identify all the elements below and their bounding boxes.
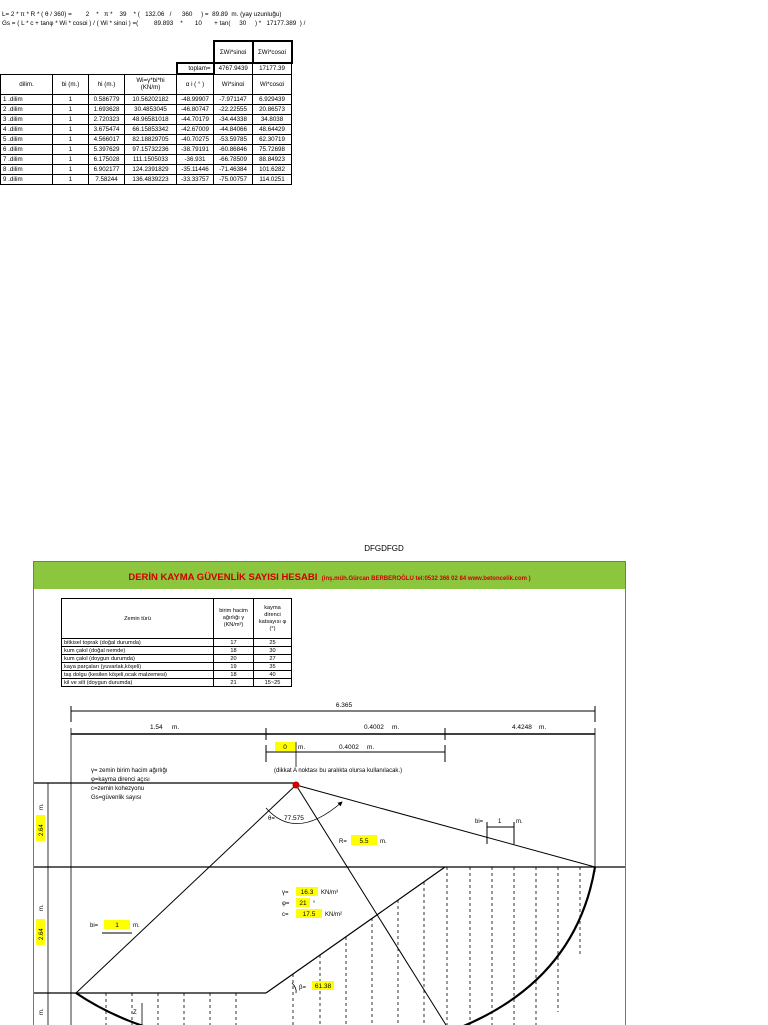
safety-factor-formula: Gs = ( L * c + tanφ * Wi * cosαi ) / ( Wi * sinαi ) =( 89.893 * 10 + tan( 30 ) * 17177.389 ) / xyxy=(2,20,306,27)
table-cell: 124.2391829 xyxy=(125,164,177,174)
soil-cell: 25 xyxy=(254,639,292,647)
table-cell: 10.56202182 xyxy=(125,94,177,104)
soil-cell: 27 xyxy=(254,655,292,663)
soil-cell: kum çakıl (doygun durumda) xyxy=(62,655,214,663)
beta-value: 61.38 xyxy=(314,983,332,990)
top-height-unit: m. xyxy=(39,803,45,810)
soil-cell: 18 xyxy=(214,671,254,679)
table-row xyxy=(1,144,292,154)
top-height-value: 2.64 xyxy=(39,824,45,836)
gamma-label: γ= xyxy=(282,890,289,896)
failure-arc-left xyxy=(76,993,214,1025)
table-cell: 1 xyxy=(53,94,89,104)
soil-header-gamma: birim hacim ağırlığı γ (KN/m³) xyxy=(214,599,254,639)
gamma-unit: KN/m³ xyxy=(321,890,338,896)
table-cell: 5.397629 xyxy=(89,144,125,154)
theta-arc xyxy=(266,802,342,824)
soil-cell: kum çakıl (doğal nemde) xyxy=(62,647,214,655)
slice-width-label-right: bi= xyxy=(475,819,484,825)
legend-c: c=zemin kohezyonu xyxy=(91,786,145,792)
gamma-value: 16.3 xyxy=(300,889,314,896)
table-row xyxy=(1,154,292,164)
failure-arc-right xyxy=(434,867,595,1025)
table-cell: 48.96581018 xyxy=(125,114,177,124)
table-cell: 101.6282 xyxy=(253,164,292,174)
table-cell: -35.11446 xyxy=(177,164,214,174)
table-cell: 6.902177 xyxy=(89,164,125,174)
table-cell: 48.64429 xyxy=(253,124,292,134)
table-cell: 75.72698 xyxy=(253,144,292,154)
table-cell: -44.84066 xyxy=(214,124,253,134)
soil-cell: 19 xyxy=(214,663,254,671)
slope-stability-panel xyxy=(33,561,626,1025)
table-cell: 1 xyxy=(53,154,89,164)
soil-cell: 17 xyxy=(214,639,254,647)
table-cell: 7 .dilim xyxy=(1,154,53,164)
mid-height-unit: m. xyxy=(39,904,45,911)
c-unit: KN/m² xyxy=(325,912,342,918)
slice-calculation-table xyxy=(0,40,293,185)
soil-cell: 35 xyxy=(254,663,292,671)
table-cell: 2 .dilim xyxy=(1,104,53,114)
soil-cell: 20 xyxy=(214,655,254,663)
bottom-height-unit: m. xyxy=(39,1008,45,1015)
slope-diagram xyxy=(34,562,625,1025)
table-cell: 20.86573 xyxy=(253,104,292,114)
table-cell: -33.33757 xyxy=(177,174,214,184)
table-cell: 2.720323 xyxy=(89,114,125,124)
legend-phi: φ=kayma direnci açısı xyxy=(91,777,150,783)
table-cell: 6.175028 xyxy=(89,154,125,164)
table-cell: -44.70179 xyxy=(177,114,214,124)
soil-cell: 40 xyxy=(254,671,292,679)
table-cell: -38.79191 xyxy=(177,144,214,154)
arc-length-formula: L= 2 * π * R * ( θ / 360) = 2 * π * 39 * ( 132.06 / 360 ) = 89.89 m. (yay uzunluğu) xyxy=(2,11,282,18)
table-cell: -34.44338 xyxy=(214,114,253,124)
table-cell: 1 xyxy=(53,144,89,154)
beta-label: β= xyxy=(299,985,306,991)
legend-gamma: γ= zemin birim hacim ağırlığı xyxy=(91,768,168,774)
banner-title: DERİN KAYMA GÜVENLİK SAYISI HESABI xyxy=(128,572,318,583)
table-cell: 4.566017 xyxy=(89,134,125,144)
column-header: hi (m.) xyxy=(89,74,125,94)
offset-dim-unit: m. xyxy=(367,744,375,751)
soil-cell: kaya parçaları (yuvarlak,köşeli) xyxy=(62,663,214,671)
table-cell: -7.971147 xyxy=(214,94,253,104)
left-radius-line xyxy=(76,785,296,993)
soil-cell: 30 xyxy=(254,647,292,655)
legend-gs: Gs=güvenlik sayısı xyxy=(91,795,142,801)
table-cell: 136.4839223 xyxy=(125,174,177,184)
soil-cell: 21 xyxy=(214,679,254,687)
column-header: α i ( ° ) xyxy=(177,74,214,94)
theta-label: θ= xyxy=(268,816,275,822)
slice-width-unit-right: m. xyxy=(516,819,523,825)
table-cell: 3 .dilim xyxy=(1,114,53,124)
radius-label: R= xyxy=(339,839,347,845)
table-cell: 88.84923 xyxy=(253,154,292,164)
table-cell: 1 .dilim xyxy=(1,94,53,104)
phi-label: φ= xyxy=(282,901,290,907)
table-cell: 6 .dilim xyxy=(1,144,53,154)
table-cell: -75.00757 xyxy=(214,174,253,184)
offset-unit: m. xyxy=(298,744,306,751)
phi-unit: ° xyxy=(313,901,316,907)
table-cell: -53.59785 xyxy=(214,134,253,144)
table-cell: -66.78509 xyxy=(214,154,253,164)
slice-width-value-left: 1 xyxy=(115,922,119,929)
table-row xyxy=(1,174,292,184)
right-segment-value: 4.4248 xyxy=(512,724,532,731)
column-header: Wi*cosαi xyxy=(253,74,292,94)
table-cell: 4 .dilim xyxy=(1,124,53,134)
table-row xyxy=(1,104,292,114)
theta-value: 77.575 xyxy=(284,815,304,822)
left-segment-unit: m. xyxy=(172,724,180,731)
total-width-label: 6.365 xyxy=(335,702,353,709)
table-row xyxy=(1,134,292,144)
table-cell: -42.67009 xyxy=(177,124,214,134)
mid-segment-unit: m. xyxy=(392,724,400,731)
radius-value: 5.5 xyxy=(359,838,369,845)
table-cell: 1 xyxy=(53,124,89,134)
column-header: Wi*sinαi xyxy=(214,74,253,94)
sheet-title: DFGDFGD xyxy=(364,544,404,553)
table-cell: 114.0251 xyxy=(253,174,292,184)
table-cell: 7.58244 xyxy=(89,174,125,184)
center-point-a xyxy=(293,782,300,789)
offset-value: 0 xyxy=(283,744,287,751)
slice-width-value-right: 1 xyxy=(498,819,502,825)
soil-cell: 15~25 xyxy=(254,679,292,687)
left-segment-value: 1.54 xyxy=(150,724,163,731)
column-header: dilim. xyxy=(1,74,53,94)
table-cell: 66.15853342 xyxy=(125,124,177,134)
table-row xyxy=(1,94,292,104)
table-cell: 0.586779 xyxy=(89,94,125,104)
table-cell: -22.22555 xyxy=(214,104,253,114)
table-cell: 97.15732236 xyxy=(125,144,177,154)
c-label: c= xyxy=(282,912,289,918)
total-cos-value: 17177.39 xyxy=(253,63,292,74)
soil-cell: 18 xyxy=(214,647,254,655)
table-cell: 111.1505033 xyxy=(125,154,177,164)
sum-sin-header: ΣWi*sinαi xyxy=(214,41,253,63)
table-cell: 1 xyxy=(53,114,89,124)
table-cell: 1.693628 xyxy=(89,104,125,114)
table-cell: 6.929439 xyxy=(253,94,292,104)
table-cell: 3.675474 xyxy=(89,124,125,134)
table-cell: 1 xyxy=(53,164,89,174)
table-cell: -36.931 xyxy=(177,154,214,164)
a-point-note: (dikkat A noktası bu aralıkta olursa kullanılacak.) xyxy=(274,768,403,774)
table-cell: 30.4853045 xyxy=(125,104,177,114)
table-row xyxy=(1,164,292,174)
right-segment-unit: m. xyxy=(539,724,547,731)
table-cell: -60.86846 xyxy=(214,144,253,154)
z-label: Z xyxy=(133,1010,137,1016)
table-cell: 34.8038 xyxy=(253,114,292,124)
mid-segment-value: 0.4002 xyxy=(364,724,384,731)
right-radius-line xyxy=(296,785,595,867)
table-cell: -40.70275 xyxy=(177,134,214,144)
soil-cell: kil ve silt (doygun durumda) xyxy=(62,679,214,687)
total-sin-value: 4767.9439 xyxy=(214,63,253,74)
soil-header-phi: kayma direnci katsayısı φ (°) xyxy=(254,599,292,639)
table-header-row xyxy=(1,74,292,94)
table-cell: -71.46384 xyxy=(214,164,253,174)
mid-height-value: 2.64 xyxy=(39,928,45,940)
phi-value: 21 xyxy=(299,900,307,907)
table-cell: 5 .dilim xyxy=(1,134,53,144)
table-row xyxy=(1,124,292,134)
offset-dim-value: 0.4002 xyxy=(339,744,359,751)
table-cell: 1 xyxy=(53,104,89,114)
slice-width-label-left: bi= xyxy=(90,923,99,929)
table-cell: 62.30719 xyxy=(253,134,292,144)
table-cell: 1 xyxy=(53,174,89,184)
banner-author: (inş.müh.Gürcan BERBEROĞLU tel:0532 366 02 84 www.betoncelik.com ) xyxy=(321,576,531,582)
slice-width-unit-left: m. xyxy=(133,923,140,929)
table-cell: -48.99907 xyxy=(177,94,214,104)
radius-unit: m. xyxy=(380,839,387,845)
sum-cos-header: ΣWi*cosαi xyxy=(253,41,292,63)
column-header: bi (m.) xyxy=(53,74,89,94)
total-label: toplam= xyxy=(177,63,214,74)
table-row xyxy=(1,114,292,124)
table-cell: 9 .dilim xyxy=(1,174,53,184)
c-value: 17.5 xyxy=(302,911,316,918)
table-cell: 1 xyxy=(53,134,89,144)
soil-cell: bitkisel toprak (doğal durumda) xyxy=(62,639,214,647)
table-cell: 82.18829705 xyxy=(125,134,177,144)
table-cell: 8 .dilim xyxy=(1,164,53,174)
column-header: Wi=γ*bi*hi (KN/m) xyxy=(125,74,177,94)
soil-cell: taş dolgu (kesilen köşeli,ocak malzemesi) xyxy=(62,671,214,679)
soil-header-type: Zemin türü xyxy=(62,599,214,639)
table-cell: -46.80747 xyxy=(177,104,214,114)
